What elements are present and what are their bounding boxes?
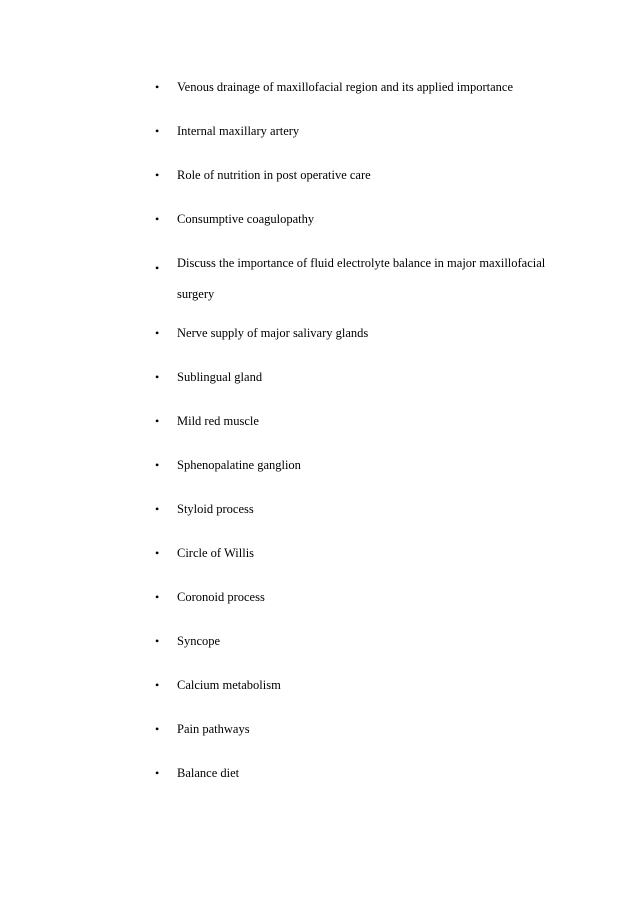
list-item-text: Styloid process [177,502,254,516]
bullet-icon: • [155,546,160,560]
bullet-icon: • [155,168,160,182]
bullet-icon: • [155,326,160,340]
bullet-icon: • [155,722,160,736]
list-item-text: Balance diet [177,766,240,780]
list-item [155,587,585,608]
list-item [155,543,585,564]
list-item [155,631,585,652]
bullet-icon: • [155,458,160,472]
bullet-icon: • [155,80,160,94]
list-item [155,77,585,98]
bullet-icon: • [155,766,160,780]
bullet-icon: • [155,590,160,604]
bullet-icon: • [155,212,160,226]
list-item [155,763,585,784]
list-item [155,209,585,230]
list-item-text: Venous drainage of maxillofacial region and its applied importance [177,80,513,94]
topic-list [155,77,585,807]
list-item [155,248,585,310]
list-item-text: Calcium metabolism [177,678,281,692]
list-item-text: Role of nutrition in post operative care [177,168,371,182]
list-item-text: Circle of Willis [177,546,255,560]
bullet-icon: • [155,414,160,428]
list-item-text: Sublingual gland [177,370,263,384]
list-item [155,719,585,740]
list-item-text: Mild red muscle [177,414,259,428]
list-item [155,499,585,520]
bullet-icon: • [155,261,160,275]
list-item-text: Sphenopalatine ganglion [177,458,301,472]
bullet-icon: • [155,678,160,692]
list-item [155,165,585,186]
list-item [155,411,585,432]
list-item [155,455,585,476]
list-item-text: Pain pathways [177,722,250,736]
bullet-icon: • [155,634,160,648]
list-item-text: Coronoid process [177,590,265,604]
list-item-text: Internal maxillary artery [177,124,300,138]
bullet-icon: • [155,370,160,384]
list-item [155,367,585,388]
list-item [155,323,585,344]
bullet-icon: • [155,502,160,516]
list-item-text: Consumptive coagulopathy [177,212,315,226]
list-item-text: Syncope [177,634,221,648]
list-item [155,675,585,696]
list-item [155,121,585,142]
bullet-icon: • [155,124,160,138]
list-item-text: Discuss the importance of fluid electrolyte balance in major maxillofacial surgery [177,256,546,301]
list-item-text: Nerve supply of major salivary glands [177,326,369,340]
